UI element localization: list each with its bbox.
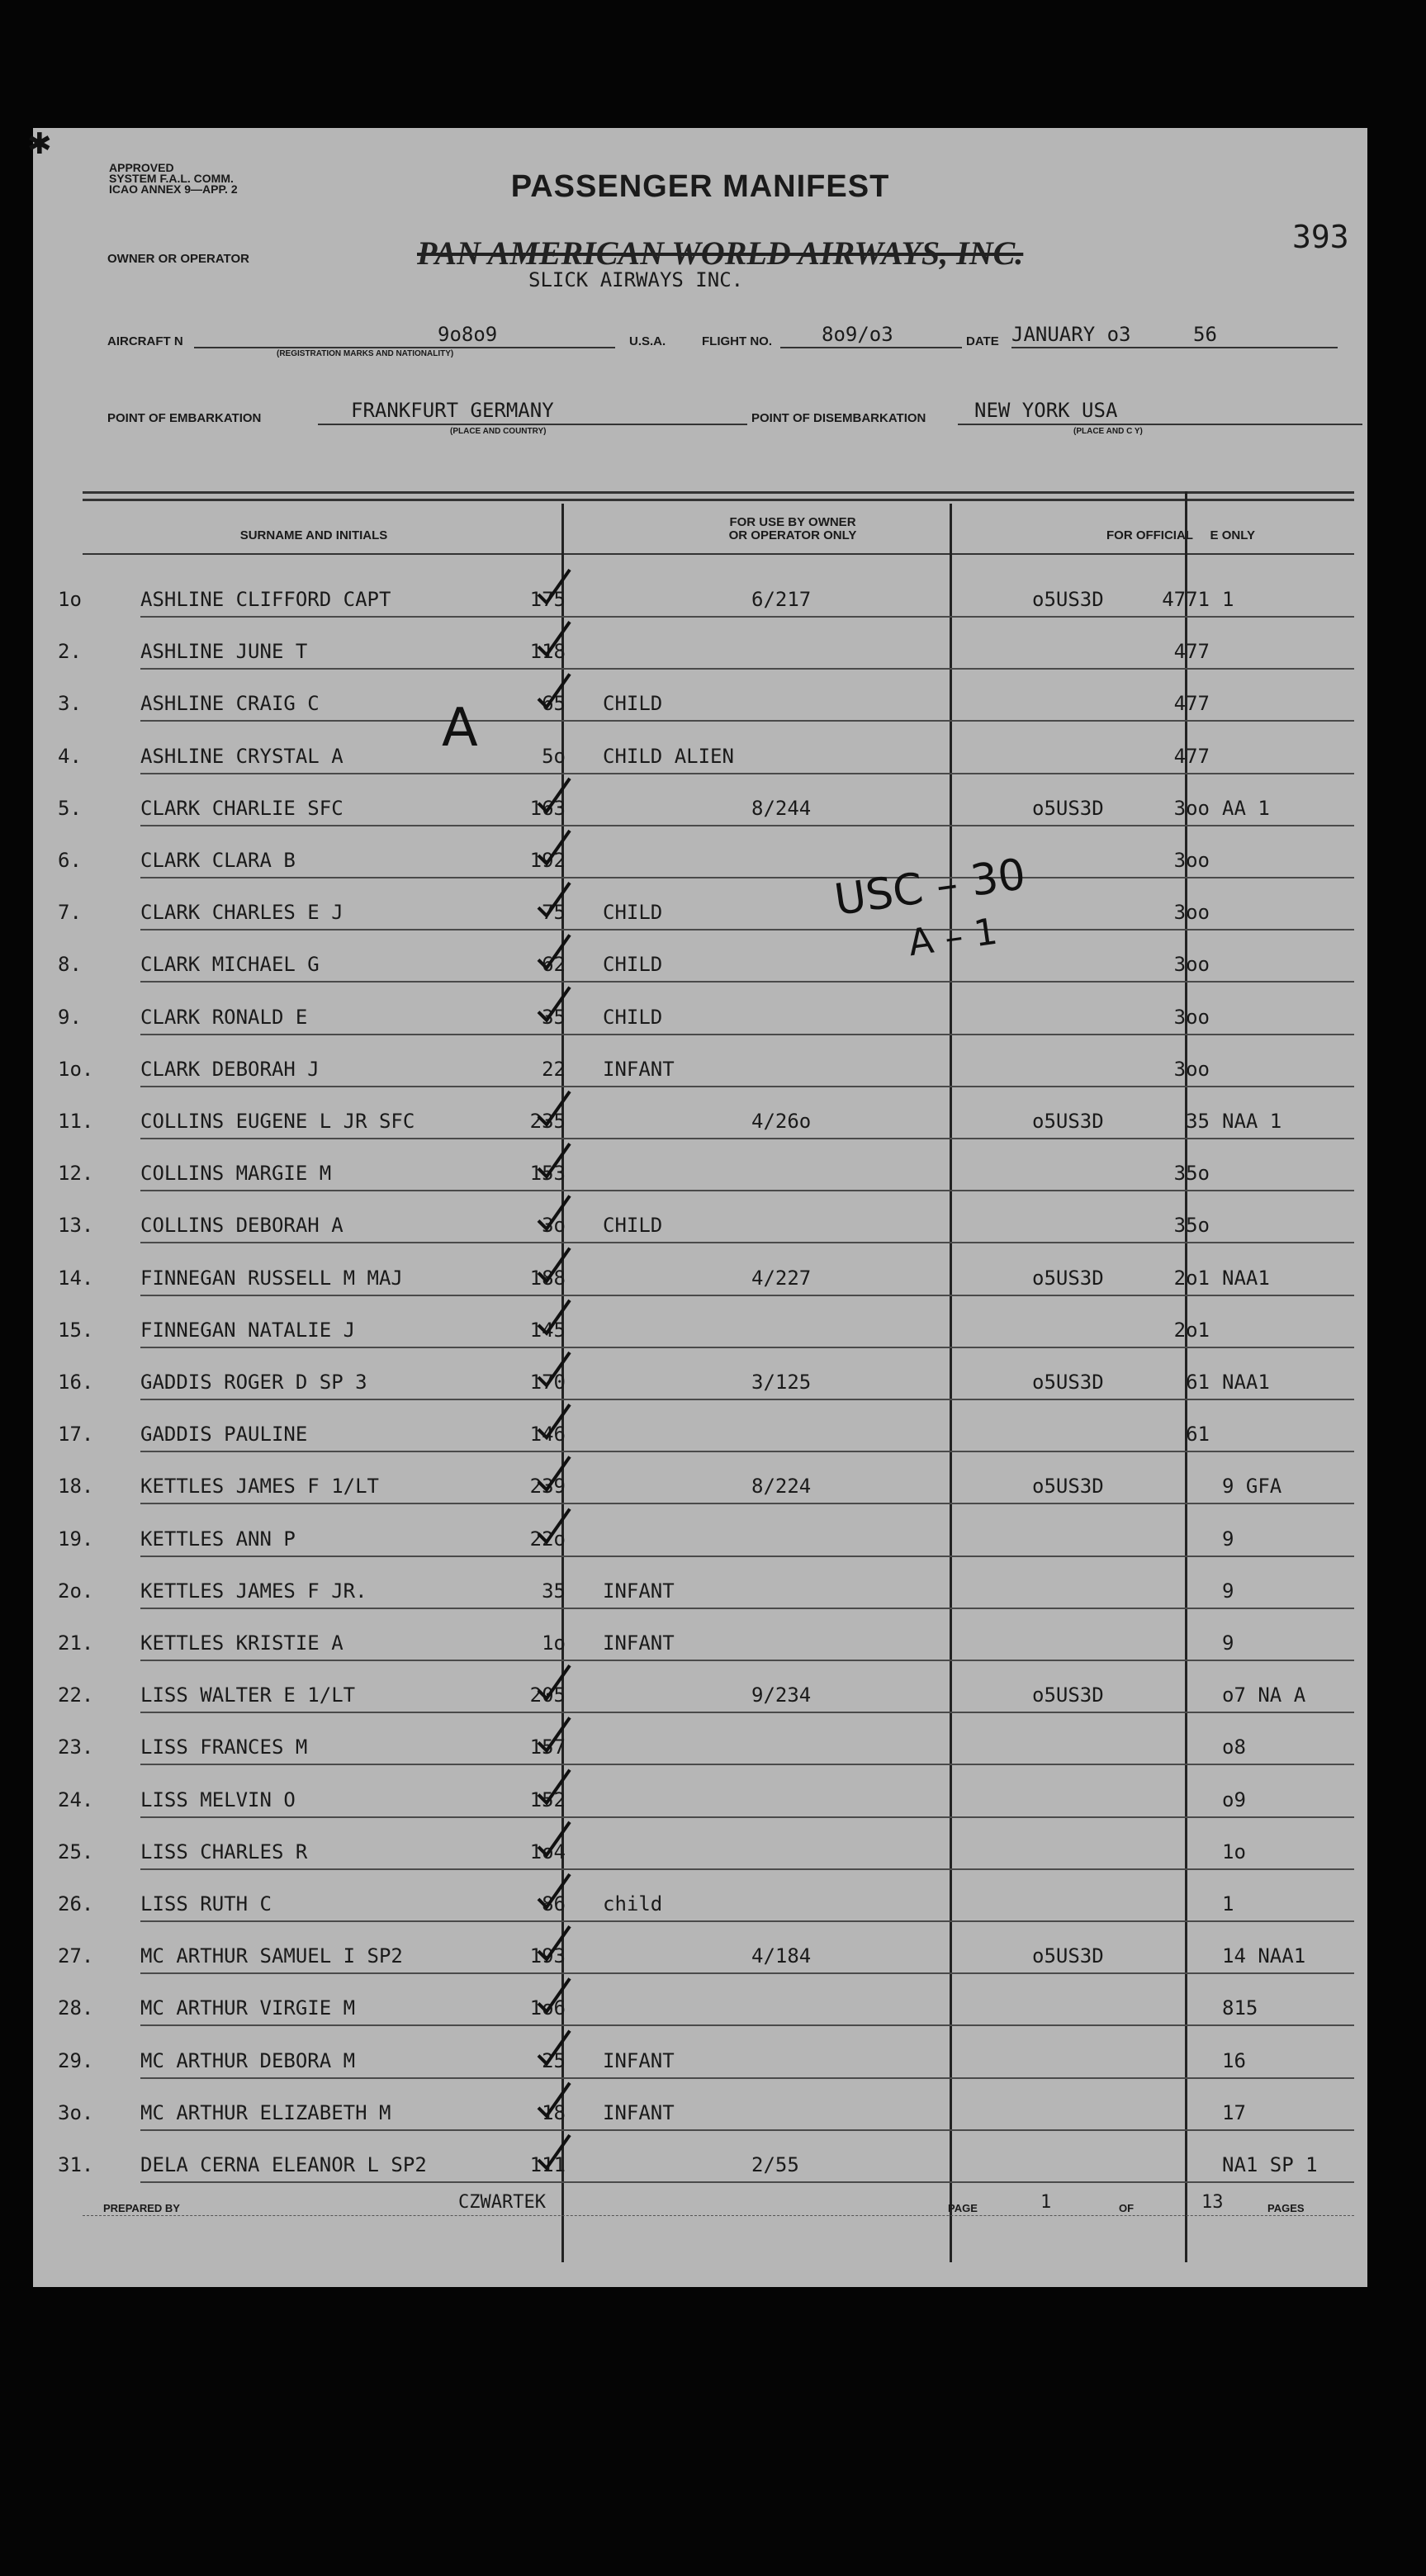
- passenger-remark: INFANT: [603, 2100, 675, 2124]
- official-number: 477: [1173, 744, 1210, 768]
- passenger-name: CLARK RONALD E: [140, 1005, 308, 1029]
- passenger-name: DELA CERNA ELEANOR L SP2: [140, 2153, 427, 2176]
- official-number: 3oo: [1173, 849, 1210, 872]
- page-title: PASSENGER MANIFEST: [510, 169, 890, 204]
- row-number: 21.: [58, 1631, 94, 1655]
- passenger-name: MC ARTHUR DEBORA M: [140, 2048, 356, 2072]
- corner-mark: ✱: [28, 118, 51, 163]
- passenger-weight: 75: [542, 901, 566, 925]
- passenger-weight: 188: [529, 1266, 566, 1290]
- passenger-name: GADDIS PAULINE: [140, 1423, 308, 1447]
- row-number: 24.: [58, 1788, 94, 1811]
- passenger-weight: 153: [529, 1162, 566, 1186]
- passenger-name: LISS FRANCES M: [140, 1735, 308, 1759]
- passenger-name: LISS CHARLES R: [140, 1840, 308, 1863]
- passenger-name: FINNEGAN RUSSELL M MAJ: [140, 1266, 403, 1290]
- route-code: o5US3D: [1032, 1266, 1104, 1290]
- row-number: 27.: [58, 1944, 94, 1968]
- official-code: o9: [1222, 1788, 1246, 1811]
- official-code: 16: [1222, 2048, 1246, 2072]
- aircraft-value: 9o8o9: [438, 323, 498, 346]
- passenger-weight: 118: [529, 640, 566, 664]
- official-number: 3oo: [1173, 901, 1210, 925]
- route-code: o5US3D: [1032, 1944, 1104, 1968]
- of-label: OF: [1119, 2202, 1135, 2214]
- passenger-weight: 5o: [542, 744, 566, 768]
- reference-number: 6/217: [751, 588, 812, 611]
- row-number: 28.: [58, 1996, 94, 2020]
- table-row: [58, 566, 1354, 618]
- passenger-name: ASHLINE JUNE T: [140, 640, 308, 664]
- date-underline: [1011, 347, 1338, 348]
- country-label: U.S.A.: [629, 334, 666, 348]
- owner-use-column-header: FOR USE BY OWNER OR OPERATOR ONLY: [728, 515, 857, 542]
- page-stamp-number: 393: [1292, 219, 1349, 255]
- page-value: 1: [1040, 2192, 1052, 2213]
- row-number: 6.: [58, 849, 82, 872]
- handwritten-note: USC – 30: [831, 850, 1029, 926]
- table-row: [58, 1974, 1354, 2026]
- passenger-remark: CHILD: [603, 1005, 663, 1029]
- passenger-weight: 175: [529, 588, 566, 611]
- passenger-weight: 192: [529, 849, 566, 872]
- row-number: 1o.: [58, 1057, 94, 1081]
- passenger-name: COLLINS MARGIE M: [140, 1162, 332, 1186]
- official-code: 14 NAA1: [1222, 1944, 1306, 1968]
- reference-number: 4/184: [751, 1944, 812, 1968]
- official-code: 9 GFA: [1222, 1475, 1282, 1499]
- route-code: o5US3D: [1032, 1110, 1104, 1133]
- passenger-weight: 86: [542, 1892, 566, 1915]
- flight-value: 8o9/o3: [822, 323, 893, 346]
- official-code: 9: [1222, 1579, 1234, 1603]
- table-row: [58, 1452, 1354, 1504]
- official-number: 61: [1186, 1371, 1210, 1394]
- passenger-weight: 25: [542, 2048, 566, 2072]
- table-row: [58, 1870, 1354, 1922]
- official-number: 3oo: [1173, 1057, 1210, 1081]
- passenger-weight: 1o6: [529, 1996, 566, 2020]
- table-row: [58, 774, 1354, 826]
- table-row: [58, 670, 1354, 722]
- passenger-name: COLLINS EUGENE L JR SFC: [140, 1110, 415, 1133]
- manifest-sheet: [28, 118, 1367, 2287]
- passenger-weight: 145: [529, 1318, 566, 1342]
- passenger-weight: 235: [529, 1110, 566, 1133]
- passenger-weight: 152: [529, 1788, 566, 1811]
- route-code: o5US3D: [1032, 1683, 1104, 1707]
- reference-number: 9/234: [751, 1683, 812, 1707]
- table-row: [58, 1400, 1354, 1452]
- official-number: 61: [1186, 1423, 1210, 1447]
- crossed-out-owner: PAN AMERICAN WORLD AIRWAYS, INC.: [417, 234, 1024, 272]
- table-row: [58, 983, 1354, 1035]
- reference-number: 4/227: [751, 1266, 812, 1290]
- passenger-name: CLARK CLARA B: [140, 849, 296, 872]
- passenger-weight: 163: [529, 796, 566, 820]
- official-number: 2o1: [1173, 1318, 1210, 1342]
- passenger-name: KETTLES KRISTIE A: [140, 1631, 343, 1655]
- of-value: 13: [1201, 2192, 1224, 2213]
- table-row: [58, 826, 1354, 878]
- row-number: 16.: [58, 1371, 94, 1394]
- passenger-weight: 205: [529, 1683, 566, 1707]
- official-number: 3oo: [1173, 796, 1210, 820]
- passenger-weight: 65: [542, 692, 566, 716]
- row-number: 26.: [58, 1892, 94, 1915]
- passenger-weight: 146: [529, 1423, 566, 1447]
- official-code: 1: [1222, 1892, 1234, 1915]
- official-code: AA 1: [1222, 796, 1270, 820]
- embarkation-label: POINT OF EMBARKATION: [107, 411, 262, 425]
- official-code: o8: [1222, 1735, 1246, 1759]
- reference-number: 3/125: [751, 1371, 812, 1394]
- handwritten-mark: A: [442, 698, 478, 759]
- prepared-by-label: PREPARED BY: [103, 2202, 180, 2214]
- reference-number: 8/224: [751, 1475, 812, 1499]
- passenger-weight: 3o: [542, 1214, 566, 1238]
- passenger-name: CLARK MICHAEL G: [140, 953, 320, 977]
- row-number: 7.: [58, 901, 82, 925]
- aircraft-underline: [194, 347, 615, 348]
- row-number: 22.: [58, 1683, 94, 1707]
- row-number: 3o.: [58, 2100, 94, 2124]
- official-number: 477: [1173, 640, 1210, 664]
- official-number: 35: [1186, 1110, 1210, 1133]
- passenger-name: ASHLINE CRAIG C: [140, 692, 320, 716]
- passenger-remark: INFANT: [603, 1579, 675, 1603]
- official-code: 1: [1222, 588, 1234, 611]
- table-row: [58, 618, 1354, 670]
- official-use-column-header: FOR OFFICIAL E ONLY: [1106, 528, 1255, 542]
- passenger-weight: 239: [529, 1475, 566, 1499]
- passenger-remark: CHILD: [603, 692, 663, 716]
- reference-number: 2/55: [751, 2153, 799, 2176]
- passenger-remark: CHILD ALIEN: [603, 744, 734, 768]
- passenger-weight: 1o: [542, 1631, 566, 1655]
- passenger-weight: 35: [542, 1005, 566, 1029]
- aircraft-label: AIRCRAFT N: [107, 334, 183, 348]
- route-code: o5US3D: [1032, 1475, 1104, 1499]
- passenger-name: MC ARTHUR VIRGIE M: [140, 1996, 356, 2020]
- handwritten-note: A – 1: [905, 910, 1001, 965]
- official-number: 3oo: [1173, 953, 1210, 977]
- disembarkation-underline: [958, 424, 1362, 425]
- row-number: 3.: [58, 692, 82, 716]
- table-row: [58, 1348, 1354, 1400]
- passenger-remark: INFANT: [603, 1057, 675, 1081]
- disembarkation-label: POINT OF DISEMBARKATION: [751, 411, 926, 425]
- row-number: 2o.: [58, 1579, 94, 1603]
- row-number: 14.: [58, 1266, 94, 1290]
- passenger-weight: 193: [529, 1944, 566, 1968]
- table-row: [58, 1244, 1354, 1296]
- passenger-name: LISS WALTER E 1/LT: [140, 1683, 356, 1707]
- passenger-weight: 22o: [529, 1527, 566, 1551]
- row-rule: [140, 2181, 1354, 2183]
- row-number: 25.: [58, 1840, 94, 1863]
- reference-number: 4/26o: [751, 1110, 812, 1133]
- row-number: 15.: [58, 1318, 94, 1342]
- year-value: 56: [1193, 323, 1217, 346]
- official-code: 9: [1222, 1527, 1234, 1551]
- approved-line: APPROVED: [109, 161, 174, 174]
- official-number: 3oo: [1173, 1005, 1210, 1029]
- approved-line: ICAO ANNEX 9—APP. 2: [109, 182, 238, 196]
- table-row: [58, 1191, 1354, 1243]
- row-number: 9.: [58, 1005, 82, 1029]
- official-code: 1o: [1222, 1840, 1246, 1863]
- row-number: 19.: [58, 1527, 94, 1551]
- official-number: 4771: [1162, 588, 1210, 611]
- approved-line: SYSTEM F.A.L. COMM.: [109, 172, 234, 185]
- route-code: o5US3D: [1032, 588, 1104, 611]
- official-code: o7 NA A: [1222, 1683, 1306, 1707]
- table-row: [58, 1557, 1354, 1609]
- official-number: 2o1: [1173, 1266, 1210, 1290]
- passenger-weight: 111: [529, 2153, 566, 2176]
- row-number: 8.: [58, 953, 82, 977]
- passenger-name: CLARK DEBORAH J: [140, 1057, 320, 1081]
- row-number: 11.: [58, 1110, 94, 1133]
- table-row: [58, 1922, 1354, 1974]
- passenger-name: GADDIS ROGER D SP 3: [140, 1371, 367, 1394]
- operator-name: SLICK AIRWAYS INC.: [528, 268, 744, 291]
- passenger-remark: INFANT: [603, 1631, 675, 1655]
- table-row: [58, 1713, 1354, 1765]
- table-row: [58, 722, 1354, 774]
- passenger-name: LISS MELVIN O: [140, 1788, 296, 1811]
- table-row: [58, 1505, 1354, 1557]
- passenger-weight: 18: [542, 2100, 566, 2124]
- passenger-name: FINNEGAN NATALIE J: [140, 1318, 356, 1342]
- place-caption: (PLACE AND C Y): [1073, 427, 1143, 436]
- table-row: [58, 1609, 1354, 1661]
- passenger-remark: CHILD: [603, 953, 663, 977]
- table-row: [58, 1139, 1354, 1191]
- passenger-remark: CHILD: [603, 901, 663, 925]
- table-row: [58, 1296, 1354, 1348]
- footer-rule: [83, 2215, 1354, 2216]
- passenger-name: CLARK CHARLES E J: [140, 901, 343, 925]
- passenger-name: MC ARTHUR ELIZABETH M: [140, 2100, 391, 2124]
- official-code: NAA1: [1222, 1266, 1270, 1290]
- table-row: [58, 2131, 1354, 2183]
- passenger-weight: 22: [542, 1057, 566, 1081]
- date-value: JANUARY o3: [1011, 323, 1131, 346]
- row-number: 29.: [58, 2048, 94, 2072]
- passenger-weight: 1o4: [529, 1840, 566, 1863]
- passenger-remark: INFANT: [603, 2048, 675, 2072]
- table-row: [58, 878, 1354, 930]
- row-number: 4.: [58, 744, 82, 768]
- row-number: 18.: [58, 1475, 94, 1499]
- official-code: 17: [1222, 2100, 1246, 2124]
- registration-caption: (REGISTRATION MARKS AND NATIONALITY): [277, 349, 454, 358]
- route-code: o5US3D: [1032, 796, 1104, 820]
- passenger-name: KETTLES JAMES F JR.: [140, 1579, 367, 1603]
- row-number: 23.: [58, 1735, 94, 1759]
- place-caption: (PLACE AND COUNTRY): [450, 427, 547, 436]
- passenger-remark: child: [603, 1892, 663, 1915]
- disembarkation-value: NEW YORK USA: [974, 399, 1118, 422]
- passenger-name: ASHLINE CRYSTAL A: [140, 744, 343, 768]
- passenger-weight: 35: [542, 1579, 566, 1603]
- passenger-weight: 170: [529, 1371, 566, 1394]
- owner-label: OWNER OR OPERATOR: [107, 252, 249, 266]
- table-row: [58, 2027, 1354, 2079]
- passenger-name: ASHLINE CLIFFORD CAPT: [140, 588, 391, 611]
- official-code: NAA1: [1222, 1371, 1270, 1394]
- table-row: [58, 1087, 1354, 1139]
- row-number: 2.: [58, 640, 82, 664]
- table-row: [58, 1766, 1354, 1818]
- pages-label: PAGES: [1267, 2202, 1305, 2214]
- passenger-weight: 62: [542, 953, 566, 977]
- reference-number: 8/244: [751, 796, 812, 820]
- row-number: 17.: [58, 1423, 94, 1447]
- table-row: [58, 1818, 1354, 1870]
- official-code: 815: [1222, 1996, 1258, 2020]
- prepared-by-value: CZWARTEK: [458, 2192, 546, 2213]
- surname-column-header: SURNAME AND INITIALS: [239, 528, 388, 542]
- official-number: 35o: [1173, 1214, 1210, 1238]
- passenger-name: KETTLES ANN P: [140, 1527, 296, 1551]
- official-code: NAA 1: [1222, 1110, 1282, 1133]
- row-number: 5.: [58, 796, 82, 820]
- row-number: 12.: [58, 1162, 94, 1186]
- page-label: PAGE: [948, 2202, 978, 2214]
- passenger-name: MC ARTHUR SAMUEL I SP2: [140, 1944, 403, 1968]
- embarkation-underline: [318, 424, 747, 425]
- table-top-rule: [83, 491, 1354, 501]
- passenger-name: KETTLES JAMES F 1/LT: [140, 1475, 379, 1499]
- official-code: 9: [1222, 1631, 1234, 1655]
- table-row: [58, 1661, 1354, 1713]
- passenger-name: LISS RUTH C: [140, 1892, 272, 1915]
- passenger-name: CLARK CHARLIE SFC: [140, 796, 343, 820]
- passenger-weight: 157: [529, 1735, 566, 1759]
- passenger-remark: CHILD: [603, 1214, 663, 1238]
- embarkation-value: FRANKFURT GERMANY: [351, 399, 554, 422]
- row-number: 13.: [58, 1214, 94, 1238]
- date-label: DATE: [966, 334, 999, 348]
- row-number: 31.: [58, 2153, 94, 2176]
- official-code: NA1 SP 1: [1222, 2153, 1318, 2176]
- table-row: [58, 930, 1354, 983]
- table-row: [58, 2079, 1354, 2131]
- passenger-name: COLLINS DEBORAH A: [140, 1214, 343, 1238]
- flight-label: FLIGHT NO.: [702, 334, 772, 348]
- table-row: [58, 1035, 1354, 1087]
- official-number: 477: [1173, 692, 1210, 716]
- route-code: o5US3D: [1032, 1371, 1104, 1394]
- header-bottom-rule: [83, 553, 1354, 555]
- row-number: 1o: [58, 588, 82, 611]
- official-number: 35o: [1173, 1162, 1210, 1186]
- flight-underline: [780, 347, 962, 348]
